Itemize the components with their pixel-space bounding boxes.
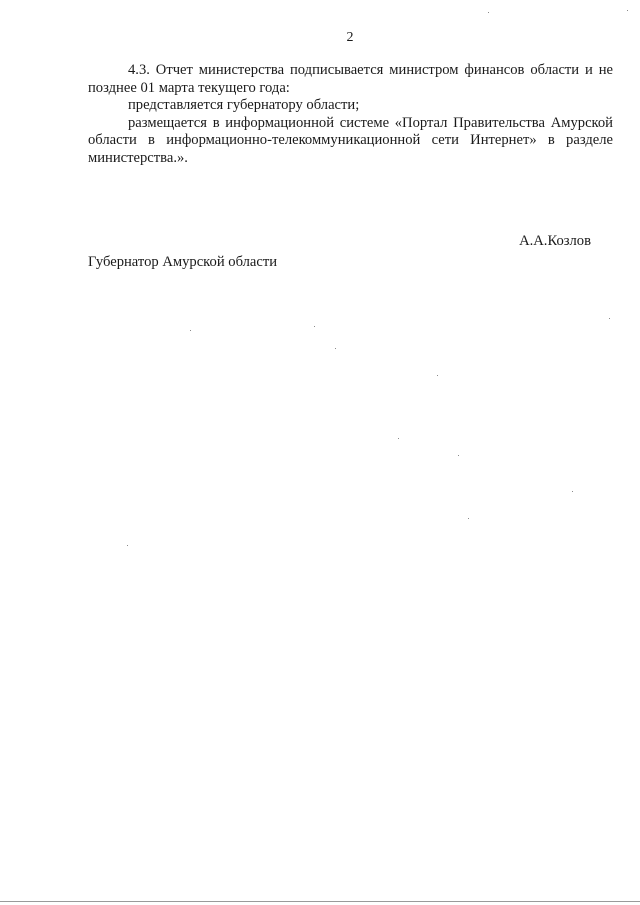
scan-speck	[335, 348, 336, 349]
scan-speck	[437, 375, 438, 376]
scan-speck	[314, 326, 315, 327]
signature-title: Губернатор Амурской области	[88, 254, 278, 270]
scan-speck	[398, 438, 399, 439]
page-number: 2	[346, 30, 354, 45]
signature-name: А.А.Козлов	[519, 233, 591, 249]
scan-speck	[488, 12, 489, 13]
paragraph-governor: представляется губернатору области;	[128, 97, 360, 113]
scan-speck	[127, 545, 128, 546]
document-body	[88, 62, 613, 167]
scan-speck	[458, 455, 459, 456]
scan-speck	[609, 318, 610, 319]
paragraph-portal: размещается в информационной системе «Портал Правительства Амурской области в информационно-телекоммуникационной сети Интернет» в разделе министерства.».	[88, 114, 613, 166]
scan-speck	[468, 518, 469, 519]
paragraph-report-signing: 4.3. Отчет министерства подписывается министром финансов области и не позднее 01 марта текущего года:	[88, 62, 613, 96]
scan-speck	[627, 10, 628, 11]
signature-block	[88, 233, 591, 271]
scan-speck	[572, 491, 573, 492]
scan-edge-line	[0, 901, 640, 902]
scan-speck	[190, 330, 191, 331]
